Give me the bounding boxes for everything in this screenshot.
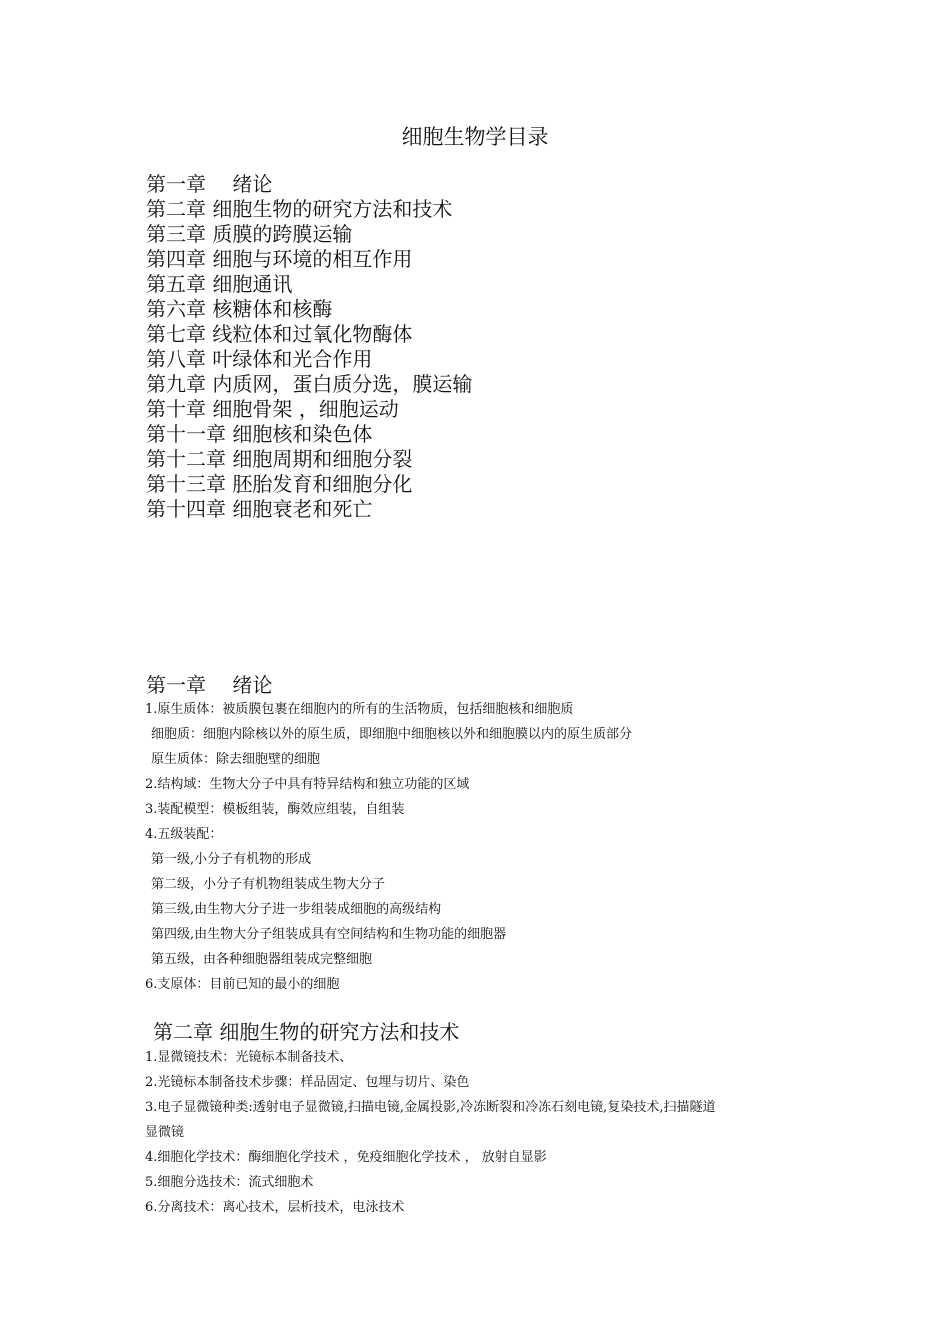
content-line: 1.原生质体：被质膜包裹在细胞内的所有的生活物质，包括细胞核和细胞质 (145, 702, 574, 717)
toc-item: 第十一章 细胞核和染色体 (146, 422, 373, 446)
toc-item: 第一章 绪论 (146, 172, 273, 196)
content-line: 第五级，由各种细胞器组装成完整细胞 (151, 952, 373, 967)
toc-item: 第十三章 胚胎发育和细胞分化 (146, 472, 413, 496)
content-line: 第二级，小分子有机物组装成生物大分子 (151, 877, 386, 892)
toc-item: 第九章 内质网，蛋白质分选，膜运输 (146, 372, 473, 396)
content-line: 5.细胞分选技术：流式细胞术 (145, 1175, 314, 1190)
toc-item: 第十四章 细胞衰老和死亡 (146, 497, 373, 521)
content-line: 第四级,由生物大分子组装成具有空间结构和生物功能的细胞器 (151, 927, 507, 942)
content-line: 3.电子显微镜种类:透射电子显微镜,扫描电镜,金属投影,冷冻断裂和冷冻石刻电镜,复染技术,扫描隧道 (145, 1100, 716, 1115)
content-line: 3.装配模型：模板组装，酶效应组装，自组装 (145, 802, 405, 817)
content-line: 4.细胞化学技术：酶细胞化学技术 ，免疫细胞化学技术 ， 放射自显影 (145, 1150, 547, 1165)
chapter2-content (145, 1045, 825, 1220)
toc-item: 第七章 线粒体和过氧化物酶体 (146, 322, 413, 346)
toc-item: 第三章 质膜的跨膜运输 (146, 222, 353, 246)
content-line: 细胞质：细胞内除核以外的原生质，即细胞中细胞核以外和细胞膜以内的原生质部分 (151, 727, 633, 742)
content-line: 4.五级装配： (145, 827, 223, 842)
chapter1-heading: 第一章 绪论 (146, 673, 273, 697)
toc-item: 第八章 叶绿体和光合作用 (146, 347, 373, 371)
content-line: 第一级,小分子有机物的形成 (151, 852, 312, 867)
toc-item: 第六章 核糖体和核酶 (146, 297, 333, 321)
document-title: 细胞生物学目录 (401, 125, 549, 149)
content-line: 原生质体：除去细胞壁的细胞 (151, 752, 321, 767)
content-line: 1.显微镜技术：光镜标本制备技术、 (145, 1050, 353, 1065)
toc-item: 第五章 细胞通讯 (146, 272, 293, 296)
toc-item: 第二章 细胞生物的研究方法和技术 (146, 197, 453, 221)
table-of-contents (146, 172, 472, 522)
content-line: 2.结构域：生物大分子中具有特异结构和独立功能的区域 (145, 777, 470, 792)
content-line: 6.支原体：目前已知的最小的细胞 (145, 977, 340, 992)
toc-item: 第四章 细胞与环境的相互作用 (146, 247, 413, 271)
chapter2-heading: 第二章 细胞生物的研究方法和技术 (153, 1020, 460, 1044)
chapter1-content (145, 697, 825, 997)
content-line: 第三级,由生物大分子进一步组装成细胞的高级结构 (151, 902, 442, 917)
content-line: 显微镜 (145, 1125, 185, 1140)
toc-item: 第十二章 细胞周期和细胞分裂 (146, 447, 413, 471)
content-line: 6.分离技术：离心技术，层析技术，电泳技术 (145, 1200, 405, 1215)
content-line: 2.光镜标本制备技术步骤：样品固定、包埋与切片、染色 (145, 1075, 470, 1090)
toc-item: 第十章 细胞骨架 ，细胞运动 (146, 397, 399, 421)
